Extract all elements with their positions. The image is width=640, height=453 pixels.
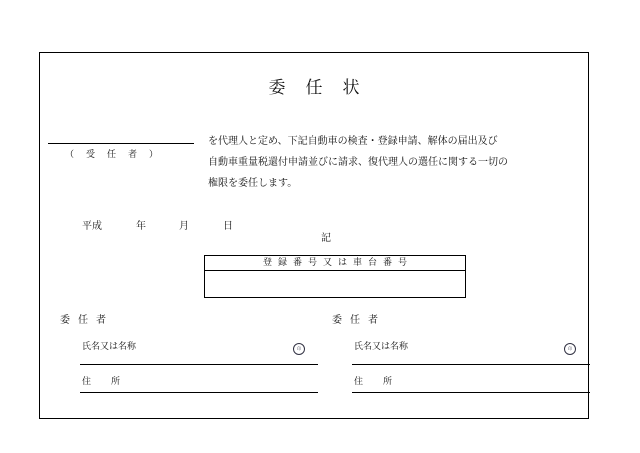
delegation-line-3: 権限を委任します。 bbox=[208, 178, 298, 189]
date-era: 平成 bbox=[82, 221, 102, 232]
delegation-text bbox=[208, 131, 508, 194]
delegation-line-1: を代理人と定め、下記自動車の検査・登録申請、解体の届出及び bbox=[208, 136, 498, 147]
principal-1-address-line[interactable] bbox=[80, 392, 318, 393]
registration-number-box bbox=[204, 255, 466, 298]
principal-2-seal-icon: 印 bbox=[564, 343, 576, 355]
document-title: 委任状 bbox=[268, 78, 380, 98]
date-year: 年 bbox=[136, 221, 146, 232]
principal-2-address-label: 住所 bbox=[354, 377, 413, 387]
registration-number-header: 登録番号又は車台番号 bbox=[205, 256, 465, 271]
principal-2-title: 委任者 bbox=[332, 315, 386, 326]
date-month: 月 bbox=[179, 221, 189, 232]
delegate-signature-line bbox=[48, 143, 194, 144]
principal-1-seal-icon: 印 bbox=[293, 343, 305, 355]
document-frame bbox=[39, 52, 589, 419]
principal-1-name-line[interactable] bbox=[80, 364, 318, 365]
ki-heading: 記 bbox=[321, 233, 331, 244]
date-day: 日 bbox=[223, 221, 233, 232]
principal-1-name-label: 氏名又は名称 bbox=[82, 342, 137, 352]
principal-2-name-label: 氏名又は名称 bbox=[354, 342, 409, 352]
delegate-label: （受任者） bbox=[65, 150, 171, 160]
principal-1-address-label: 住所 bbox=[82, 377, 141, 387]
delegation-line-2: 自動車重量税還付申請並びに請求、復代理人の選任に関する一切の bbox=[208, 157, 508, 168]
principal-2-name-line[interactable] bbox=[352, 364, 590, 365]
principal-2-address-line[interactable] bbox=[352, 392, 590, 393]
principal-1-title: 委任者 bbox=[60, 315, 114, 326]
registration-number-field[interactable] bbox=[205, 271, 465, 298]
